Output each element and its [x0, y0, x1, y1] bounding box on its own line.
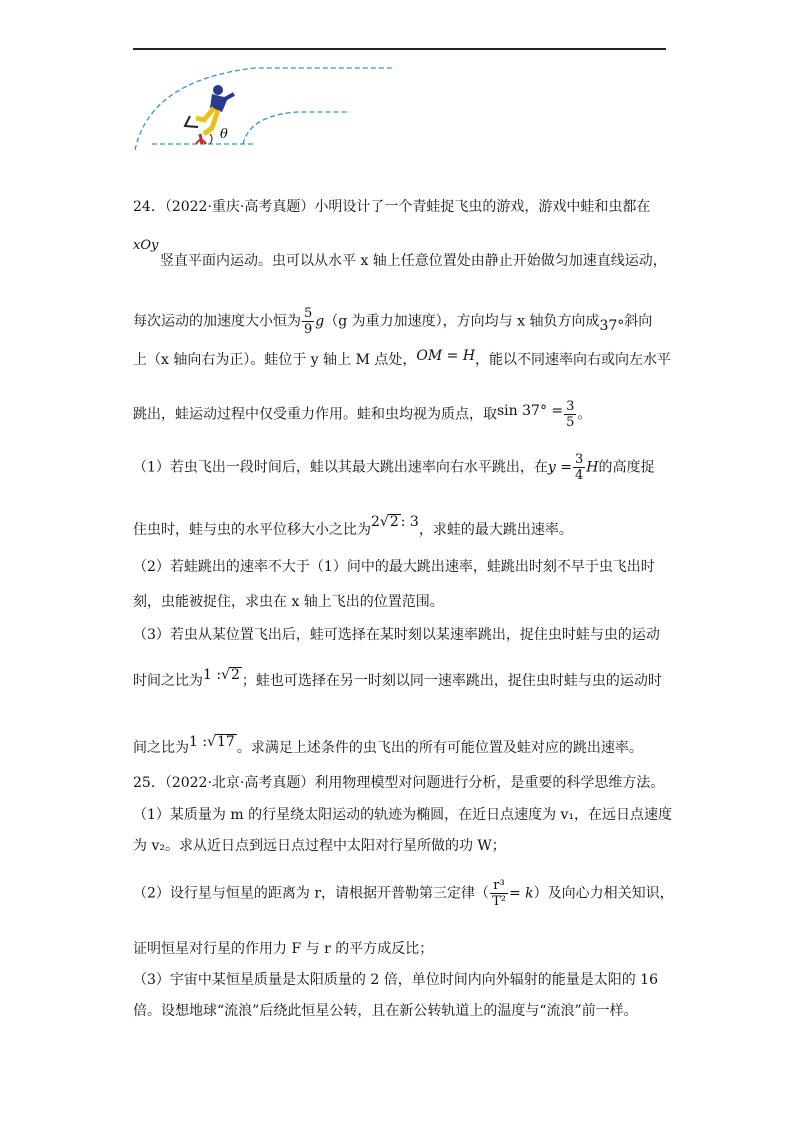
- q24-text-3b: （g 为重力加速度），方向均与 x 轴负方向成: [324, 313, 600, 330]
- q24-xoy: xOy: [133, 238, 159, 253]
- ratio1-radicand: 2: [389, 514, 399, 530]
- kepler-eq: = k: [508, 885, 534, 902]
- q24-text-3a: 每次运动的加速度大小恒为: [133, 313, 301, 330]
- angle-37: 37°: [599, 317, 625, 334]
- q24-part3-line-1: （3）若虫从某位置飞出后，蛙可选择在某时刻以某速率跳出，捉住虫时蛙与虫的运动: [133, 627, 660, 643]
- q24-line-2: 竖直平面内运动。虫可以从水平 x 轴上任意位置处由静止开始做匀加速直线运动，: [160, 253, 667, 269]
- q25-text-1: 利用物理模型对问题进行分析，是重要的科学思维方法。: [314, 775, 665, 791]
- q24-p3-text-d: 间之比为: [133, 740, 189, 756]
- frac-den: 5: [566, 415, 575, 430]
- skater-figure: [130, 60, 400, 160]
- q24-part1-line-1: （1）若虫飞出一段时间后，蛙以其最大跳出速率向右水平跳出，在y = $\frac{3}{4}$ H的高度捉: [133, 452, 655, 483]
- q25-p2-text-b: ）及向心力相关知识，: [533, 885, 674, 902]
- ratio3-pre: 1 :: [189, 734, 208, 750]
- q24-text-5b: 。: [577, 406, 592, 423]
- q24-text-1: 小明设计了一个青蛙捉飞虫的游戏，游戏中蛙和虫都在: [314, 199, 651, 215]
- q24-line-5: [133, 399, 591, 430]
- outer-track-curve: [135, 68, 395, 150]
- q25-part1-line-1: （1）某质量为 m 的行星绕太阳运动的轨迹为椭圆，在近日点速度为 v₁，在远日点速度: [133, 807, 673, 823]
- q24-p1-text-a: （1）若虫飞出一段时间后，蛙以其最大跳出速率向右水平跳出，在: [133, 459, 548, 476]
- q24-source: （2022·重庆·高考真题）: [164, 199, 315, 215]
- ratio2-radicand: 2: [231, 667, 240, 683]
- q24-text-5a: 跳出，蛙运动过程中仅受重力作用。蛙和虫均视为质点，取: [133, 406, 497, 423]
- q24-p3-text-b: 时间之比为: [133, 673, 203, 689]
- q25-part1-line-2: 为 v₂。求从近日点到远日点过程中太阳对行星所做的功 W；: [133, 838, 506, 854]
- frac-den: 9: [304, 322, 313, 337]
- q24-p1-text-d: ，求蛙的最大跳出速率。: [418, 522, 573, 538]
- q24-number: 24．: [133, 199, 165, 215]
- frac-num: 5: [304, 306, 313, 321]
- ratio2-pre: 1 :: [203, 667, 222, 683]
- q25-number: 25．: [133, 775, 165, 791]
- sin37: sin 37° =: [497, 402, 564, 419]
- q25-part2-line-2: 证明恒星对行星的作用力 F 与 r 的平方成反比；: [133, 941, 434, 957]
- ratio1-post: : 3: [400, 514, 419, 530]
- top-rule: [133, 48, 666, 50]
- q24-line-1: [133, 197, 650, 217]
- fraction-3-4: [573, 452, 585, 483]
- fraction-3-5: [564, 399, 576, 430]
- om-equals-h: OM = H: [416, 348, 476, 364]
- theta-label: θ: [220, 127, 228, 142]
- q24-part1-line-2: [133, 514, 573, 540]
- frac-num: 3: [566, 399, 575, 414]
- theta-arc: [210, 134, 212, 144]
- frac-den: 4: [575, 468, 584, 483]
- ratio1-coef: 2: [371, 514, 380, 530]
- kepler-num: r³: [490, 878, 508, 894]
- kepler-fraction: [490, 878, 508, 909]
- q24-part2-line-2: 刻，虫能被捉住，求虫在 x 轴上飞出的位置范围。: [133, 594, 444, 610]
- q24-p3-text-e: 。求满足上述条件的虫飞出的所有可能位置及蛙对应的跳出速率。: [236, 740, 643, 756]
- q25-part3-line-2: 倍。设想地球“流浪”后绕此恒星公转，且在新公转轨道上的温度与“流浪”前一样。: [133, 1003, 638, 1019]
- q24-text-4a: 上（x 轴向右为正）。蛙位于 y 轴上 M 点处，: [133, 352, 417, 368]
- y-equals: y =: [547, 459, 572, 476]
- q24-line-4: [133, 350, 671, 370]
- q24-text-3c: 斜向: [624, 313, 653, 330]
- ratio-2sqrt2-3: 2√2 : 3: [371, 514, 419, 530]
- q24-part3-line-3: [133, 734, 643, 758]
- fraction-5-9: [302, 306, 314, 337]
- inner-track-curve: [243, 112, 350, 144]
- q24-text-4b: ，能以不同速率向右或向左水平: [475, 352, 672, 368]
- q25-part3-line-1: （3）宇宙中某恒星质量是太阳质量的 2 倍，单位时间内向外辐射的能量是太阳的 16: [133, 972, 658, 988]
- q24-p1-text-c: 住虫时，蛙与虫的水平位移大小之比为: [133, 522, 371, 538]
- frac-num: 3: [575, 452, 584, 467]
- q24-part2-line-1: （2）若蛙跳出的速率不大于（1）问中的最大跳出速率，蛙跳出时刻不早于虫飞出时: [133, 559, 655, 575]
- q25-line-1: [133, 773, 664, 793]
- q24-p1-text-b: 的高度捉: [598, 459, 655, 476]
- ratio3-radicand: 17: [217, 734, 235, 750]
- q25-p2-text-a: （2）设行星与恒星的距离为 r，请根据开普勒第三定律（: [133, 885, 490, 902]
- q24-line-3: 每次运动的加速度大小恒为 $\frac{5}{9}$ g（g 为重力加速度），方向均与 x 轴负方向成37°斜向: [133, 306, 653, 337]
- kepler-den: T²: [492, 894, 506, 909]
- q24-part3-line-2: [133, 667, 662, 691]
- q24-p3-text-c: ；蛙也可选择在另一时刻以同一速率跳出，捉住虫时蛙与虫的运动时: [241, 673, 662, 689]
- q25-source: （2022·北京·高考真题）: [164, 775, 315, 791]
- ratio-1-sqrt17: 1 :√17: [189, 734, 235, 750]
- ratio-1-sqrt2: 1 :√2: [203, 667, 240, 683]
- q25-part2-line-1: [133, 878, 674, 909]
